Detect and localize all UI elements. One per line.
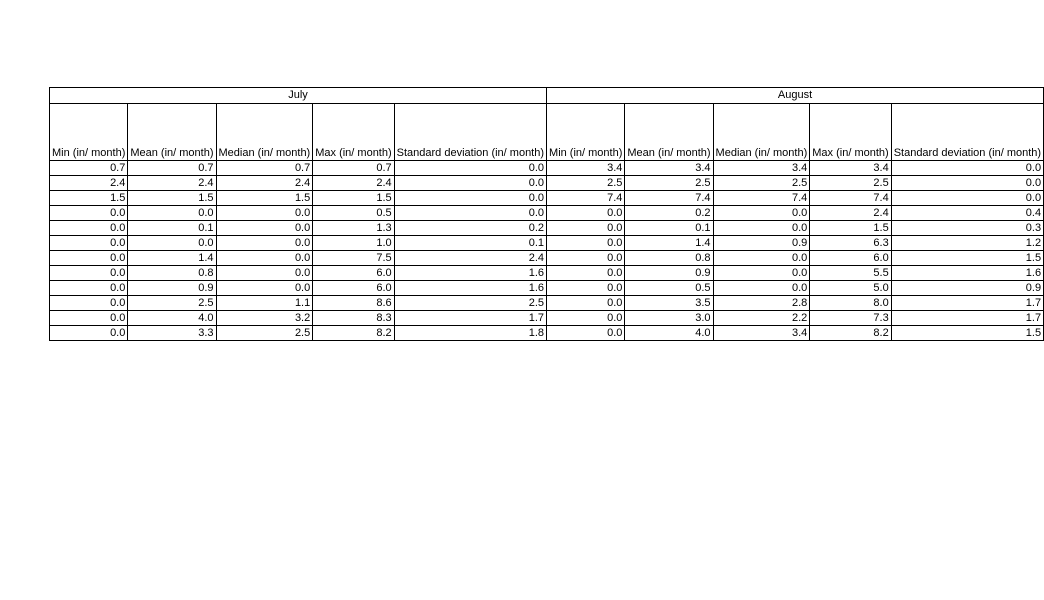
table-cell[interactable]: 7.4: [810, 191, 891, 206]
table-cell[interactable]: 1.6: [394, 281, 546, 296]
table-cell[interactable]: 1.4: [625, 236, 713, 251]
table-cell[interactable]: 7.4: [625, 191, 713, 206]
header-july-min[interactable]: Min (in/ month): [50, 104, 128, 161]
table-cell[interactable]: 0.0: [50, 221, 128, 236]
table-cell[interactable]: 0.2: [394, 221, 546, 236]
table-cell[interactable]: 0.0: [713, 206, 810, 221]
table-cell[interactable]: 2.5: [810, 176, 891, 191]
header-august-median[interactable]: Median (in/ month): [713, 104, 810, 161]
table-row: [50, 161, 1044, 176]
table-cell[interactable]: 2.8: [713, 296, 810, 311]
header-august-mean[interactable]: Mean (in/ month): [625, 104, 713, 161]
table-cell[interactable]: 1.7: [891, 296, 1043, 311]
table-row: [50, 266, 1044, 281]
table-cell[interactable]: 0.0: [713, 251, 810, 266]
table-cell[interactable]: 1.7: [891, 311, 1043, 326]
table-cell[interactable]: 6.0: [313, 281, 394, 296]
table-cell[interactable]: 2.5: [128, 296, 216, 311]
table-cell[interactable]: 0.0: [128, 206, 216, 221]
table-cell[interactable]: 3.5: [625, 296, 713, 311]
table-cell[interactable]: 1.6: [891, 266, 1043, 281]
table-row: [50, 296, 1044, 311]
table-cell[interactable]: 1.4: [128, 251, 216, 266]
table-cell[interactable]: 0.5: [625, 281, 713, 296]
table-cell[interactable]: 6.3: [810, 236, 891, 251]
table-cell[interactable]: 2.5: [625, 176, 713, 191]
table-cell[interactable]: 2.4: [313, 176, 394, 191]
table-cell[interactable]: 1.5: [128, 191, 216, 206]
table-cell[interactable]: 2.4: [810, 206, 891, 221]
table-cell[interactable]: 1.5: [891, 251, 1043, 266]
table-cell[interactable]: 0.9: [625, 266, 713, 281]
table-cell[interactable]: 0.0: [216, 221, 313, 236]
table-cell[interactable]: 1.0: [313, 236, 394, 251]
table-row: [50, 251, 1044, 266]
header-august-std[interactable]: Standard deviation (in/ month): [891, 104, 1043, 161]
table-cell[interactable]: 0.0: [547, 296, 625, 311]
table-cell[interactable]: 0.0: [713, 266, 810, 281]
table-row: [50, 326, 1044, 341]
table-cell[interactable]: 8.6: [313, 296, 394, 311]
table-cell[interactable]: 2.4: [216, 176, 313, 191]
group-header-row: [50, 88, 1044, 104]
table-cell[interactable]: 0.0: [50, 326, 128, 341]
table-cell[interactable]: 6.0: [313, 266, 394, 281]
table-cell[interactable]: 7.4: [713, 191, 810, 206]
table-cell[interactable]: 0.5: [313, 206, 394, 221]
table-cell[interactable]: 3.4: [547, 161, 625, 176]
table-cell[interactable]: 2.5: [394, 296, 546, 311]
table-cell[interactable]: 0.7: [313, 161, 394, 176]
table-cell[interactable]: 0.0: [216, 281, 313, 296]
table-cell[interactable]: 1.5: [50, 191, 128, 206]
table-cell[interactable]: 0.0: [50, 251, 128, 266]
table-row: [50, 311, 1044, 326]
header-july-mean[interactable]: Mean (in/ month): [128, 104, 216, 161]
table-cell[interactable]: 0.0: [50, 236, 128, 251]
table-cell[interactable]: 0.8: [128, 266, 216, 281]
table-cell[interactable]: 3.4: [713, 161, 810, 176]
table-cell[interactable]: 7.3: [810, 311, 891, 326]
table-cell[interactable]: 1.5: [313, 191, 394, 206]
table-cell[interactable]: 2.4: [394, 251, 546, 266]
table-row: [50, 281, 1044, 296]
table-cell[interactable]: 2.5: [547, 176, 625, 191]
table-cell[interactable]: 5.0: [810, 281, 891, 296]
table-cell[interactable]: 8.2: [313, 326, 394, 341]
table-cell[interactable]: 1.7: [394, 311, 546, 326]
header-august-min[interactable]: Min (in/ month): [547, 104, 625, 161]
table-cell[interactable]: 0.0: [394, 161, 546, 176]
table-cell[interactable]: 0.0: [50, 281, 128, 296]
table-cell[interactable]: 3.4: [625, 161, 713, 176]
table-cell[interactable]: 0.4: [891, 206, 1043, 221]
table-cell[interactable]: 0.0: [547, 221, 625, 236]
table-cell[interactable]: 3.3: [128, 326, 216, 341]
table-cell[interactable]: 0.2: [625, 206, 713, 221]
table-cell[interactable]: 0.0: [216, 236, 313, 251]
table-row: [50, 206, 1044, 221]
table-cell[interactable]: 0.0: [216, 266, 313, 281]
table-cell[interactable]: 8.0: [810, 296, 891, 311]
table-cell[interactable]: 8.3: [313, 311, 394, 326]
table-cell[interactable]: 0.0: [50, 296, 128, 311]
table-cell[interactable]: 0.9: [891, 281, 1043, 296]
table-row: [50, 176, 1044, 191]
table-cell[interactable]: 1.3: [313, 221, 394, 236]
table-cell[interactable]: 2.2: [713, 311, 810, 326]
table-cell[interactable]: 0.0: [891, 161, 1043, 176]
table-cell[interactable]: 3.4: [713, 326, 810, 341]
table-cell[interactable]: 7.4: [547, 191, 625, 206]
table-cell[interactable]: 0.0: [891, 191, 1043, 206]
table-cell[interactable]: 2.4: [50, 176, 128, 191]
table-cell[interactable]: 0.0: [547, 326, 625, 341]
table-cell[interactable]: 0.0: [128, 236, 216, 251]
header-july-max[interactable]: Max (in/ month): [313, 104, 394, 161]
table-cell[interactable]: 2.4: [128, 176, 216, 191]
table-cell[interactable]: 8.2: [810, 326, 891, 341]
table-cell[interactable]: 1.8: [394, 326, 546, 341]
table-cell[interactable]: 0.0: [547, 281, 625, 296]
table-cell[interactable]: 0.0: [50, 311, 128, 326]
table-row: [50, 236, 1044, 251]
table-cell[interactable]: 1.5: [891, 326, 1043, 341]
table-cell[interactable]: 3.2: [216, 311, 313, 326]
table-cell[interactable]: 0.0: [394, 191, 546, 206]
table-cell[interactable]: 0.9: [713, 236, 810, 251]
table-cell[interactable]: 0.7: [216, 161, 313, 176]
table-cell[interactable]: 0.0: [216, 251, 313, 266]
table-cell[interactable]: 0.8: [625, 251, 713, 266]
table-body: [50, 88, 1044, 341]
group-header-august[interactable]: August: [547, 88, 1044, 104]
table-cell[interactable]: 0.7: [50, 161, 128, 176]
table-cell[interactable]: 0.0: [891, 176, 1043, 191]
table-cell[interactable]: 0.0: [547, 251, 625, 266]
table-cell[interactable]: 3.0: [625, 311, 713, 326]
table-cell[interactable]: 0.0: [713, 221, 810, 236]
table-cell[interactable]: 0.0: [547, 206, 625, 221]
table-cell[interactable]: 2.5: [713, 176, 810, 191]
header-august-max[interactable]: Max (in/ month): [810, 104, 891, 161]
table-cell[interactable]: 0.0: [50, 266, 128, 281]
table-cell[interactable]: 0.0: [547, 236, 625, 251]
table-cell[interactable]: 0.0: [394, 176, 546, 191]
header-july-std[interactable]: Standard deviation (in/ month): [394, 104, 546, 161]
header-july-median[interactable]: Median (in/ month): [216, 104, 313, 161]
table-cell[interactable]: 1.2: [891, 236, 1043, 251]
group-header-july[interactable]: July: [50, 88, 547, 104]
table-cell[interactable]: 0.0: [713, 281, 810, 296]
table-cell[interactable]: 0.0: [216, 206, 313, 221]
precipitation-table: [49, 87, 1044, 341]
table-cell[interactable]: 0.7: [128, 161, 216, 176]
table-cell[interactable]: 1.5: [216, 191, 313, 206]
table-cell[interactable]: 0.1: [625, 221, 713, 236]
table-cell[interactable]: 4.0: [128, 311, 216, 326]
table-row: [50, 221, 1044, 236]
table-cell[interactable]: 0.1: [128, 221, 216, 236]
column-header-row: [50, 104, 1044, 161]
table-cell[interactable]: 1.1: [216, 296, 313, 311]
table-cell[interactable]: 1.6: [394, 266, 546, 281]
table-cell[interactable]: 0.0: [547, 311, 625, 326]
table-cell[interactable]: 6.0: [810, 251, 891, 266]
table-cell[interactable]: 0.0: [50, 206, 128, 221]
table-cell[interactable]: 3.4: [810, 161, 891, 176]
table-cell[interactable]: 0.0: [547, 266, 625, 281]
spreadsheet-area: [49, 87, 1044, 341]
table-cell[interactable]: 5.5: [810, 266, 891, 281]
table-cell[interactable]: 4.0: [625, 326, 713, 341]
table-cell[interactable]: 1.5: [810, 221, 891, 236]
table-cell[interactable]: 0.3: [891, 221, 1043, 236]
table-cell[interactable]: 0.1: [394, 236, 546, 251]
table-cell[interactable]: 0.9: [128, 281, 216, 296]
table-cell[interactable]: 0.0: [394, 206, 546, 221]
table-cell[interactable]: 7.5: [313, 251, 394, 266]
table-cell[interactable]: 2.5: [216, 326, 313, 341]
table-row: [50, 191, 1044, 206]
